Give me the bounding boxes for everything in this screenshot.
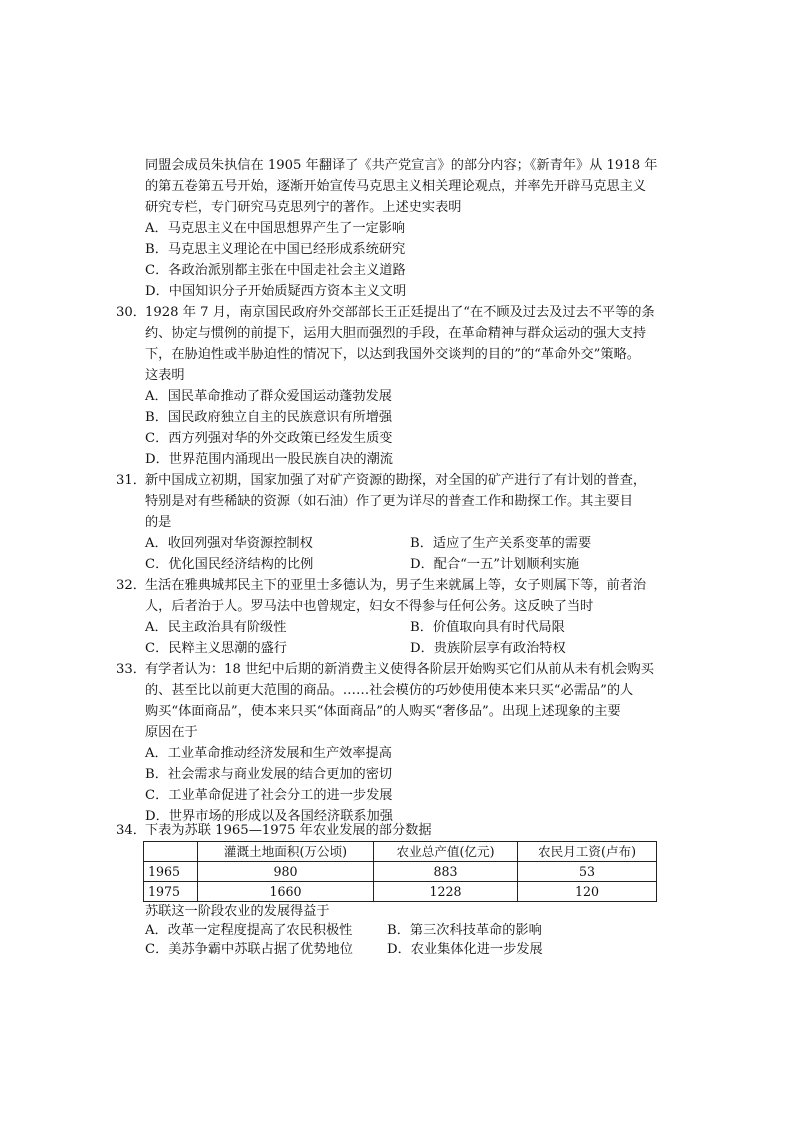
table-cell: 53 [518,862,657,882]
q31-option-d: D．配合“一五”计划顺利实施 [410,557,580,572]
q30-option-d: D．世界范围内涌现出一股民族自决的潮流 [145,452,393,467]
q29-stem-line-2: 的第五卷第五号开始，逐渐开始宣传马克思主义相关理论观点，并率先开辟马克思主义 [145,179,647,194]
q34-data-table [143,841,657,902]
q33-stem-line-1: 有学者认为：18 世纪中后期的新消费主义使得各阶层开始购买它们从前从未有机会购买 [145,662,654,677]
table-cell: 1660 [198,882,374,902]
q34-stem: 下表为苏联 1965—1975 年农业发展的部分数据 [145,823,432,838]
table-cell: 883 [374,862,518,882]
q33-option-d: D．世界市场的形成以及各国经济联系加强 [145,809,393,824]
q32-option-b: B．价值取向具有时代局限 [410,620,565,635]
q29-stem-line-3: 研究专栏，专门研究马克思列宁的著作。上述史实表明 [145,200,462,215]
table-cell-year: 1965 [144,862,198,882]
table-row [144,862,657,882]
q30-number: 30． [116,305,146,320]
q33-number: 33． [116,662,146,677]
q34-option-d: D．农业集体化进一步发展 [387,942,543,957]
q34-question: 苏联这一阶段农业的发展得益于 [145,904,330,919]
q31-option-b: B．适应了生产关系变革的需要 [410,536,592,551]
table-cell: 120 [518,882,657,902]
table-header-cell: 农业总产值(亿元) [374,842,518,862]
q29-option-c: C．各政治派别都主张在中国走社会主义道路 [145,263,406,278]
q30-option-b: B．国民政府独立自主的民族意识有所增强 [145,410,393,425]
q32-stem-line-1: 生活在雅典城邦民主下的亚里士多德认为，男子生来就属上等，女子则属下等，前者治 [145,578,647,593]
q33-stem-line-3: 购买“体面商品”，使本来只买“体面商品”的人购买“奢侈品”。出现上述现象的主要 [145,704,621,719]
q32-stem-line-2: 人，后者治于人。罗马法中也曾规定，妇女不得参与任何公务。这反映了当时 [145,599,594,614]
q33-stem-line-4: 原因在于 [145,725,198,740]
q34-option-b: B．第三次科技革命的影响 [387,923,542,938]
q32-option-a: A．民主政治具有阶级性 [145,620,287,635]
q30-stem-line-1: 1928 年 7 月，南京国民政府外交部部长王正廷提出了“在不顾及过去及过去不平等的条 [145,305,655,320]
q34-number: 34． [116,823,146,838]
table-cell-year: 1975 [144,882,198,902]
q33-stem-line-2: 的、甚至比以前更大范围的商品。……社会模仿的巧妙使用使本来只买“必需品”的人 [145,683,634,698]
q31-stem-line-2: 特别是对有些稀缺的资源（如石油）作了更为详尽的普查工作和勘探工作。其主要目 [145,494,633,509]
q31-option-c: C．优化国民经济结构的比例 [145,557,314,572]
q32-option-c: C．民粹主义思潮的盛行 [145,641,287,656]
q29-option-b: B．马克思主义理论在中国已经形成系统研究 [145,242,406,257]
q34-option-a: A．改革一定程度提高了农民积极性 [145,923,353,938]
q32-option-d: D．贵族阶层享有政治特权 [410,641,566,656]
q34-option-c: C．美苏争霸中苏联占据了优势地位 [145,942,353,957]
q33-option-c: C．工业革命促进了社会分工的进一步发展 [145,788,393,803]
table-row [144,882,657,902]
q32-number: 32． [116,578,146,593]
table-cell: 1228 [374,882,518,902]
q33-option-b: B．社会需求与商业发展的结合更加的密切 [145,767,393,782]
q29-stem-line-1: 同盟会成员朱执信在 1905 年翻译了《共产党宣言》的部分内容；《新青年》从 1918 年 [145,158,658,173]
q30-stem-line-3: 下，在胁迫性或半胁迫性的情况下，以达到我国外交谈判的目的”的“革命外交”策略。 [145,347,640,362]
table-cell: 980 [198,862,374,882]
q31-stem-line-3: 的是 [145,515,172,530]
table-header-row [144,842,657,862]
q31-number: 31． [116,473,146,488]
q33-option-a: A．工业革命推动经济发展和生产效率提高 [145,746,392,761]
q30-stem-line-4: 这表明 [145,368,185,383]
q30-option-a: A．国民革命推动了群众爱国运动蓬勃发展 [145,389,392,404]
table-header-cell [144,842,198,862]
table-header-cell: 农民月工资(卢布) [518,842,657,862]
table-header-cell: 灌溉土地面积(万公顷) [198,842,374,862]
q30-option-c: C．西方列强对华的外交政策已经发生质变 [145,431,393,446]
q30-stem-line-2: 约、协定与惯例的前提下，运用大胆而强烈的手段，在革命精神与群众运动的强大支持 [145,326,647,341]
q29-option-a: A．马克思主义在中国思想界产生了一定影响 [145,221,406,236]
q31-option-a: A．收回列强对华资源控制权 [145,536,313,551]
q29-option-d: D．中国知识分子开始质疑西方资本主义文明 [145,284,407,299]
q31-stem-line-1: 新中国成立初期，国家加强了对矿产资源的勘探，对全国的矿产进行了有计划的普查， [145,473,647,488]
